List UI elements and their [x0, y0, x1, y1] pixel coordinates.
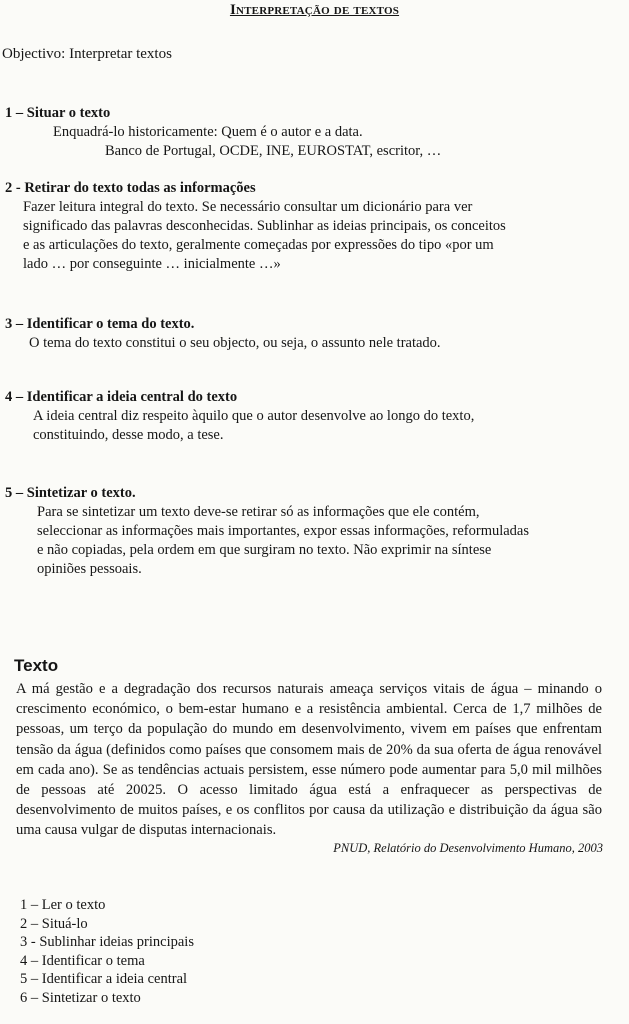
task-item: 1 – Ler o texto	[20, 897, 106, 913]
section-line: e as articulações do texto, geralmente começadas por expressões do tipo «por um	[23, 237, 494, 253]
section-line: O tema do texto constitui o seu objecto, ou seja, o assunto nele tratado.	[29, 335, 441, 351]
section-line: seleccionar as informações mais importantes, expor essas informações, reformuladas	[37, 523, 530, 539]
text-source: PNUD, Relatório do Desenvolvimento Humano, 2003	[333, 841, 603, 855]
text-body: A má gestão e a degradação dos recursos naturais ameaça serviços vitais de água – minando o crescimento económico, o bem-estar humano e a resistência ambiental. Cerca de 1,7 milhões de pessoas, um terço da população do mundo em desenvolvimento, vivem em países que enfrentam tensão da água (definidos como países que consomem mais de 20% da sua oferta de água renovável em cada ano). Se as tendências actuais persistem, esse número pode aumentar para 5,0 mil milhões de pessoas até 20025. O acesso limitado água está a enfraquecer as perspectivas de desenvolvimento de muitos países, e os conflitos por causa da utilização e distribuição da água são uma causa vulgar de disputas internacionais.	[16, 681, 602, 839]
section-heading: 5 – Sintetizar o texto.	[5, 485, 136, 501]
task-item: 3 - Sublinhar ideias principais	[20, 934, 194, 950]
section-situar	[5, 104, 605, 161]
section-line: e não copiadas, pela ordem em que surgiram no texto. Não exprimir na síntese	[37, 542, 492, 558]
section-heading: 3 – Identificar o tema do texto.	[5, 316, 195, 332]
section-line: Fazer leitura integral do texto. Se necessário consultar um dicionário para ver	[23, 199, 473, 215]
section-line: A ideia central diz respeito àquilo que o autor desenvolve ao longo do texto,	[33, 408, 475, 424]
task-item: 4 – Identificar o tema	[20, 952, 145, 969]
section-line: constituindo, desse modo, a tese.	[33, 427, 224, 443]
section-heading: 2 - Retirar do texto todas as informações	[5, 180, 256, 196]
section-line: lado … por conseguinte … inicialmente …»	[23, 256, 281, 272]
objective: Objectivo: Interpretar textos	[2, 46, 172, 62]
section-heading: 1 – Situar o texto	[5, 105, 111, 121]
task-item: 2 – Situá-lo	[20, 915, 88, 932]
section-tema	[5, 315, 605, 353]
section-ideia-central	[5, 388, 605, 445]
text-title: Texto	[14, 656, 59, 675]
section-line: significado das palavras desconhecidas. Sublinhar as ideias principais, os conceitos	[23, 218, 506, 234]
task-item: 5 – Identificar a ideia central	[20, 971, 188, 987]
task-list	[20, 896, 194, 1007]
section-line: opiniões pessoais.	[37, 561, 142, 577]
section-sintetizar	[5, 484, 605, 579]
section-line: Enquadrá-lo historicamente: Quem é o autor e a data.	[53, 124, 363, 140]
section-line: Para se sintetizar um texto deve-se retirar só as informações que ele contém,	[37, 504, 480, 520]
section-subline: Banco de Portugal, OCDE, INE, EUROSTAT, escritor, …	[105, 143, 442, 159]
section-retirar	[5, 179, 605, 274]
task-item: 6 – Sintetizar o texto	[20, 989, 141, 1006]
section-heading: 4 – Identificar a ideia central do texto	[5, 389, 238, 405]
page-title: Interpretação de textos	[229, 2, 400, 18]
